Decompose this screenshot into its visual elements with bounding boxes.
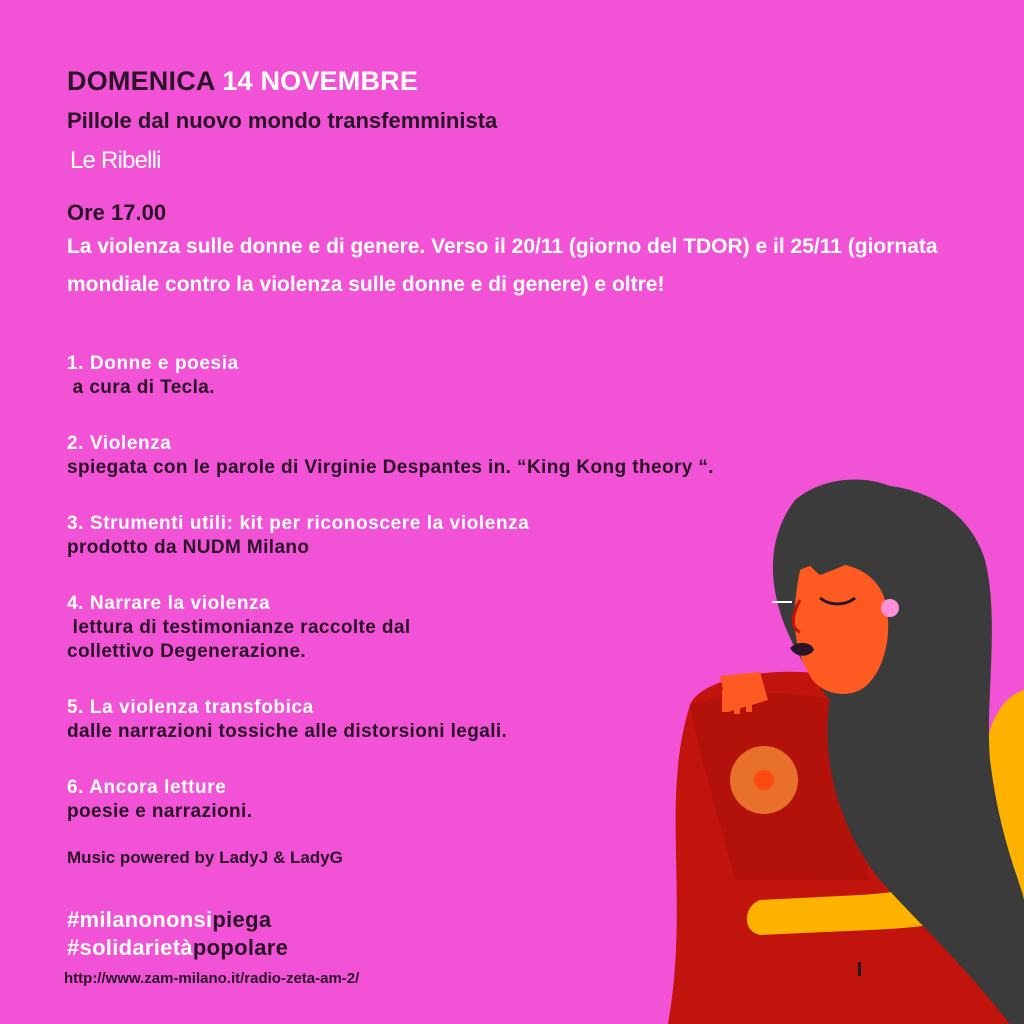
event-date: 14 NOVEMBRE [222, 66, 419, 96]
program-item [67, 696, 507, 744]
program-item-desc: spiegata con le parole di Virginie Despantes in. “King Kong theory “. [67, 457, 714, 478]
program-item-title: 4. Narrare la violenza [67, 593, 271, 614]
program-item-title: 1. Donne e poesia [67, 353, 239, 374]
program-item-title: 6. Ancora letture [67, 777, 227, 798]
program-item [67, 592, 411, 664]
program-item-title: 5. La violenza transfobica [67, 697, 314, 718]
hashtag-light-part: #milanononsi [67, 907, 213, 932]
program-item-desc: poesie e narrazioni. [67, 801, 253, 822]
program-item [67, 432, 714, 480]
event-time: Ore 17.00 [67, 200, 167, 225]
program-item-desc: a cura di Tecla. [67, 377, 215, 398]
program-item-desc: prodotto da NUDM Milano [67, 537, 310, 558]
program-item-desc: dalle narrazioni tossiche alle distorsioni legali. [67, 721, 508, 742]
hashtag-dark-part: popolare [192, 935, 289, 960]
hashtag-light-part: #solidarietà [67, 935, 193, 960]
event-intro: La violenza sulle donne e di genere. Verso il 20/11 (giorno del TDOR) e il 25/11 (giornata mondiale contro la violenza sulle donne e di genere) e oltre! [67, 235, 938, 296]
le-ribelli-logo: Le Ribelli [70, 147, 161, 174]
program-item-title: 2. Violenza [67, 433, 172, 454]
woman-embrace-illustration [640, 470, 1024, 1024]
program-item [67, 352, 239, 400]
radio-link[interactable]: http://www.zam-milano.it/radio-zeta-am-2/ [64, 970, 360, 987]
program-item [67, 776, 252, 824]
event-day: DOMENICA [67, 66, 215, 96]
music-credit: Music powered by LadyJ & LadyG [67, 848, 343, 867]
hashtag[interactable] [67, 934, 288, 962]
hashtag-dark-part: piega [212, 907, 272, 932]
program-item [67, 512, 529, 560]
event-day-heading [67, 66, 418, 97]
program-item-desc: lettura di testimonianze raccolte dal collettivo Degenerazione. [67, 617, 411, 662]
program-item-title: 3. Strumenti utili: kit per riconoscere la violenza [67, 513, 530, 534]
event-subtitle: Pillole dal nuovo mondo transfemminista [67, 108, 498, 133]
hashtag[interactable] [67, 906, 271, 934]
